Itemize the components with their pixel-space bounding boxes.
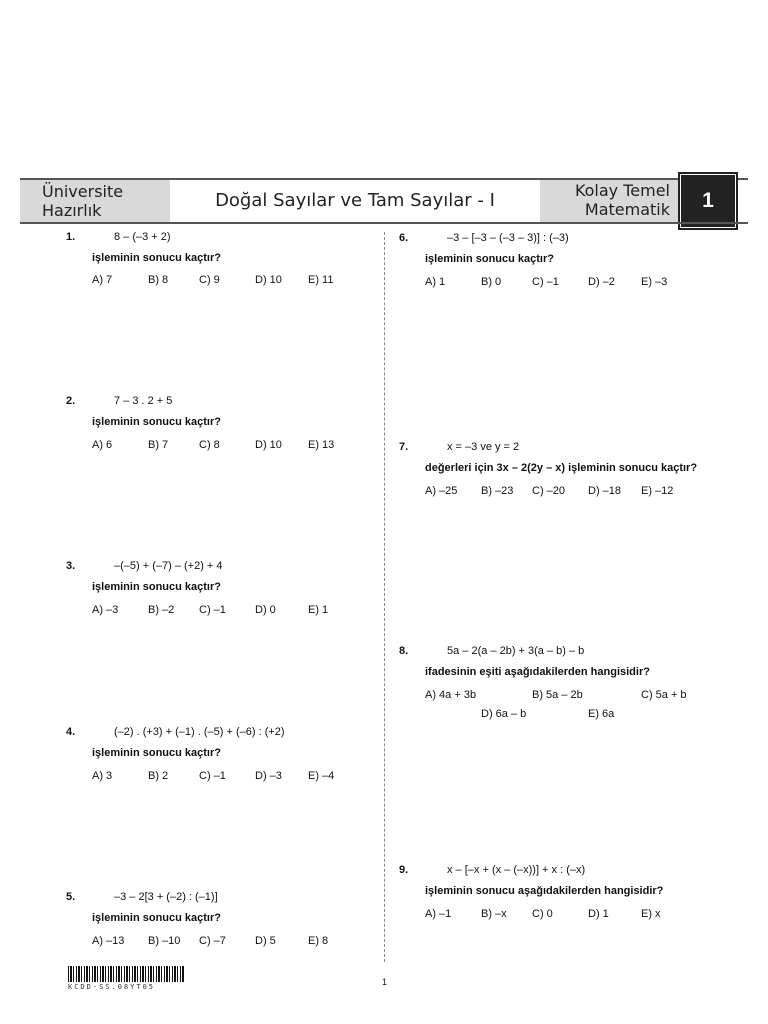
- question-prompt: değerleri için 3x – 2(2y – x) işleminin sonucu kaçtır?: [425, 462, 698, 474]
- question-prompt: ifadesinin eşiti aşağıdakilerden hangisidir?: [425, 666, 650, 678]
- option-d[interactable]: D) 5: [255, 935, 276, 947]
- column-divider: [384, 232, 385, 962]
- question-expression: 5a – 2(a – 2b) + 3(a – b) – b: [447, 645, 585, 657]
- question-2: [66, 395, 366, 465]
- question-9: [399, 864, 739, 934]
- question-expression: –3 – [–3 – (–3 – 3)] : (–3): [447, 232, 569, 244]
- option-c[interactable]: C) –1: [199, 770, 226, 782]
- option-b[interactable]: B) –10: [148, 935, 181, 947]
- question-number: 1.: [66, 231, 76, 243]
- option-b[interactable]: B) 0: [481, 276, 502, 288]
- option-e[interactable]: E) –12: [641, 485, 674, 497]
- header-right-line2: Matematik: [584, 200, 670, 219]
- question-number: 5.: [66, 891, 76, 903]
- option-e[interactable]: E) 6a: [588, 708, 615, 720]
- option-d[interactable]: D) 6a – b: [481, 708, 527, 720]
- option-a[interactable]: A) 1: [425, 276, 446, 288]
- option-a[interactable]: A) –3: [92, 604, 119, 616]
- question-1: [66, 231, 366, 301]
- question-prompt: işleminin sonucu kaçtır?: [92, 912, 221, 924]
- question-expression: 7 – 3 . 2 + 5: [114, 395, 173, 407]
- question-prompt: işleminin sonucu kaçtır?: [92, 747, 221, 759]
- header-left-line1: Üniversite: [42, 182, 124, 201]
- question-prompt: işleminin sonucu kaçtır?: [92, 581, 221, 593]
- option-d[interactable]: D) 0: [255, 604, 276, 616]
- option-b[interactable]: B) 7: [148, 439, 169, 451]
- option-b[interactable]: B) 2: [148, 770, 169, 782]
- option-e[interactable]: E) 13: [308, 439, 335, 451]
- question-expression: –(–5) + (–7) – (+2) + 4: [114, 560, 223, 572]
- question-3: [66, 560, 366, 630]
- option-d[interactable]: D) –2: [588, 276, 615, 288]
- option-c[interactable]: C) –7: [199, 935, 226, 947]
- question-prompt: işleminin sonucu kaçtır?: [425, 253, 554, 265]
- option-c[interactable]: C) 9: [199, 274, 220, 286]
- option-b[interactable]: B) 5a – 2b: [532, 689, 583, 701]
- option-c[interactable]: C) –20: [532, 485, 566, 497]
- header-book-label: [540, 180, 680, 222]
- header-section-label: [20, 180, 170, 222]
- barcode-text: KCDD-SS.08YT05: [68, 983, 156, 991]
- question-8: [399, 645, 739, 725]
- option-c[interactable]: C) –1: [199, 604, 226, 616]
- option-a[interactable]: A) 4a + 3b: [425, 689, 477, 701]
- option-a[interactable]: A) –25: [425, 485, 458, 497]
- option-a[interactable]: A) 3: [92, 770, 113, 782]
- question-6: [399, 232, 739, 302]
- question-4: [66, 726, 366, 796]
- header-right-line1: Kolay Temel: [574, 181, 670, 200]
- question-expression: –3 – 2[3 + (–2) : (–1)]: [114, 891, 218, 903]
- option-d[interactable]: D) 1: [588, 908, 609, 920]
- question-expression: 8 – (–3 + 2): [114, 231, 171, 243]
- header-left-line2: Hazırlık: [42, 201, 102, 220]
- option-a[interactable]: A) 6: [92, 439, 113, 451]
- option-e[interactable]: E) x: [641, 908, 661, 920]
- option-a[interactable]: A) 7: [92, 274, 113, 286]
- question-7: [399, 441, 739, 511]
- question-number: 7.: [399, 441, 409, 453]
- option-a[interactable]: A) –13: [92, 935, 125, 947]
- question-number: 4.: [66, 726, 76, 738]
- option-a[interactable]: A) –1: [425, 908, 452, 920]
- option-b[interactable]: B) 8: [148, 274, 169, 286]
- barcode: [68, 966, 184, 982]
- question-number: 8.: [399, 645, 409, 657]
- question-5: [66, 891, 366, 961]
- question-prompt: işleminin sonucu kaçtır?: [92, 252, 221, 264]
- question-number: 3.: [66, 560, 76, 572]
- question-number: 2.: [66, 395, 76, 407]
- option-d[interactable]: D) –18: [588, 485, 622, 497]
- option-c[interactable]: C) 8: [199, 439, 220, 451]
- question-expression: x – [–x + (x – (–x))] + x : (–x): [447, 864, 586, 876]
- question-expression: (–2) . (+3) + (–1) . (–5) + (–6) : (+2): [114, 726, 285, 738]
- page-number: 1: [382, 977, 388, 987]
- question-prompt: işleminin sonucu aşağıdakilerden hangisidir?: [425, 885, 664, 897]
- question-number: 9.: [399, 864, 409, 876]
- question-expression: x = –3 ve y = 2: [447, 441, 520, 453]
- option-e[interactable]: E) 11: [308, 274, 334, 286]
- option-d[interactable]: D) –3: [255, 770, 282, 782]
- option-c[interactable]: C) 5a + b: [641, 689, 687, 701]
- option-b[interactable]: B) –2: [148, 604, 175, 616]
- option-d[interactable]: D) 10: [255, 439, 282, 451]
- option-e[interactable]: E) –4: [308, 770, 335, 782]
- header-title: Doğal Sayılar ve Tam Sayılar - I: [170, 180, 540, 222]
- option-e[interactable]: E) 1: [308, 604, 329, 616]
- option-b[interactable]: B) –x: [481, 908, 507, 920]
- option-c[interactable]: C) –1: [532, 276, 559, 288]
- header-bottom-rule: [20, 222, 748, 224]
- page-header: [20, 178, 748, 224]
- question-number: 6.: [399, 232, 409, 244]
- option-e[interactable]: E) 8: [308, 935, 329, 947]
- test-number-badge: 1: [680, 174, 736, 228]
- option-e[interactable]: E) –3: [641, 276, 668, 288]
- option-b[interactable]: B) –23: [481, 485, 514, 497]
- option-d[interactable]: D) 10: [255, 274, 282, 286]
- option-c[interactable]: C) 0: [532, 908, 553, 920]
- question-prompt: işleminin sonucu kaçtır?: [92, 416, 221, 428]
